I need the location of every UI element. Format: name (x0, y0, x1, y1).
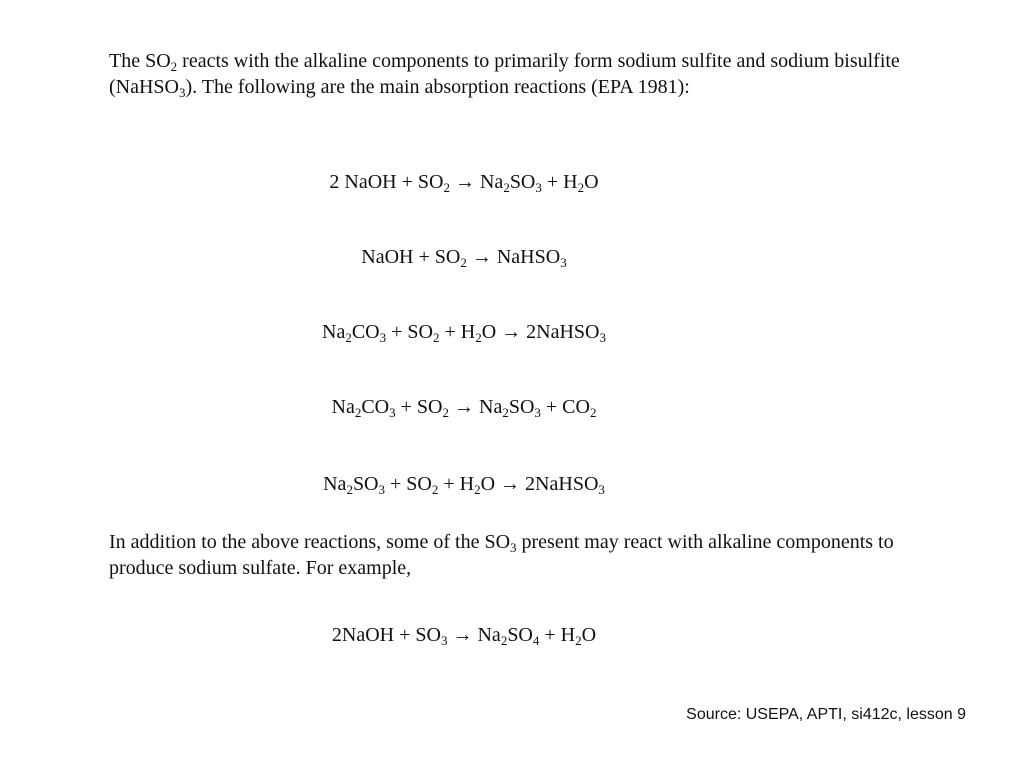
text-run: → Na (449, 171, 504, 193)
subscript: 3 (535, 180, 542, 195)
text-run: SO (507, 624, 533, 646)
text-run: Na (331, 396, 355, 418)
subscript: 4 (532, 633, 540, 648)
text-run: ). The following are the main absorption reactions (EPA 1981): (185, 76, 690, 98)
subscript: 2 (503, 180, 510, 195)
text-run: + H (539, 624, 576, 646)
subscript: 3 (510, 540, 517, 555)
subscript: 3 (598, 482, 605, 497)
subscript: 2 (346, 482, 353, 497)
addition-paragraph (109, 529, 909, 581)
text-run: SO (509, 171, 536, 193)
text-run: CO (361, 396, 390, 418)
text-run: 2NaOH + SO (331, 624, 441, 646)
text-run: + H (439, 321, 476, 343)
equation-naoh-so2-bisulfite (0, 244, 928, 270)
subscript: 2 (575, 633, 582, 648)
subscript: 2 (354, 405, 362, 420)
text-run: present may react with alkaline components to produce sodium sulfate. For example, (109, 531, 894, 579)
text-run: + SO (385, 473, 432, 495)
text-run: O → 2NaHSO (481, 321, 600, 343)
subscript: 2 (442, 405, 449, 420)
subscript: 3 (534, 405, 541, 420)
subscript: 3 (560, 255, 567, 270)
equation-carbonate-sulfite (0, 394, 928, 420)
text-run: The SO (109, 50, 171, 72)
subscript: 3 (389, 405, 396, 420)
text-run: → Na (447, 624, 501, 646)
subscript: 2 (475, 330, 482, 345)
text-run: reacts with the alkaline components to primarily form sodium sulfite and sodium bisulfite (NaHSO (109, 50, 900, 98)
text-run: 2 NaOH + SO (329, 171, 444, 193)
subscript: 3 (379, 330, 387, 345)
text-run: + SO (386, 321, 433, 343)
subscript: 2 (500, 633, 508, 648)
text-run: O → 2NaHSO (480, 473, 599, 495)
subscript: 2 (502, 405, 509, 420)
subscript: 2 (589, 405, 597, 420)
text-run: NaOH + SO (361, 246, 461, 268)
source-citation: Source: USEPA, APTI, si412c, lesson 9 (686, 706, 966, 723)
text-run: CO (351, 321, 380, 343)
text-run: SO (352, 473, 379, 495)
subscript: 2 (432, 330, 440, 345)
intro-paragraph (109, 48, 909, 100)
text-run: O (584, 171, 599, 193)
text-run: → NaHSO (466, 246, 561, 268)
text-run: + CO (540, 396, 590, 418)
text-run: + H (541, 171, 578, 193)
subscript: 2 (170, 59, 178, 74)
subscript: 2 (460, 255, 467, 270)
text-run: SO (508, 396, 535, 418)
subscript: 2 (345, 330, 352, 345)
text-run: → Na (449, 396, 503, 418)
subscript: 3 (440, 633, 448, 648)
subscript: 2 (431, 482, 439, 497)
subscript: 2 (577, 180, 585, 195)
text-run: Na (322, 321, 346, 343)
subscript: 2 (443, 180, 450, 195)
equation-naoh-so2-sulfite (0, 169, 928, 195)
text-run: + H (438, 473, 475, 495)
subscript: 3 (378, 482, 386, 497)
equation-naoh-so3-sulfate (0, 622, 928, 648)
text-run: + SO (395, 396, 443, 418)
text-run: In addition to the above reactions, some of the SO (109, 531, 511, 553)
equation-carbonate-water-bisulfite (0, 319, 928, 345)
subscript: 3 (179, 85, 186, 100)
subscript: 3 (599, 330, 606, 345)
subscript: 2 (474, 482, 481, 497)
text-run: Na (323, 473, 347, 495)
equation-sulfite-water-bisulfite (0, 471, 928, 497)
text-run: O (581, 624, 597, 646)
